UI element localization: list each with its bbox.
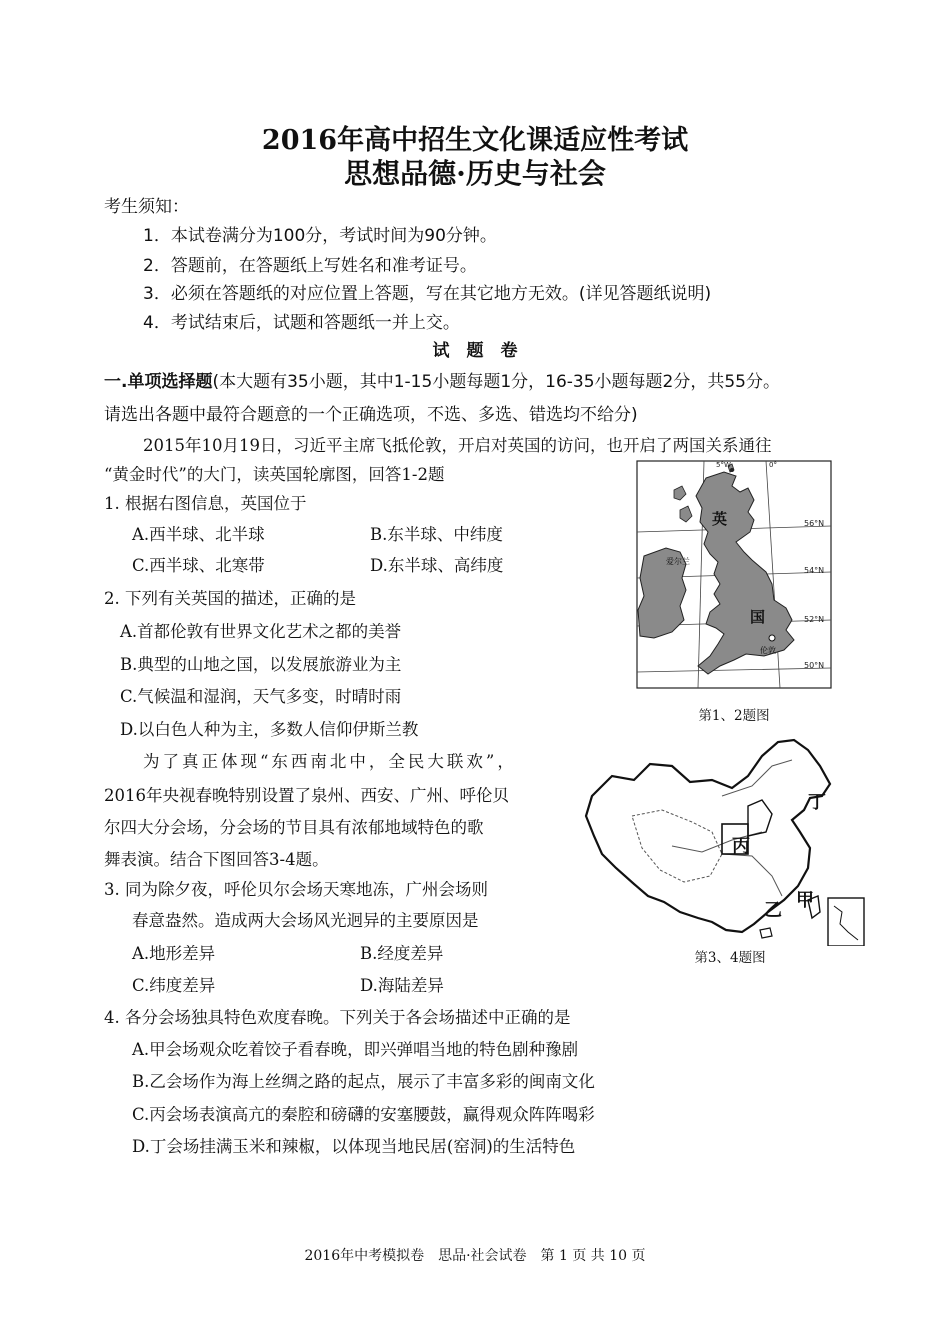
paper-label: 试 题 卷 bbox=[432, 341, 518, 361]
q2-option-c: C.气候温和湿润，天气多变，时晴时雨 bbox=[120, 687, 402, 706]
south-sea-inset bbox=[828, 898, 864, 946]
section-desc-2: 请选出各题中最符合题意的一个正确选项，不选、多选、错选均不给分) bbox=[104, 405, 638, 425]
notice-item-1: 1．本试卷满分为100分，考试时间为90分钟。 bbox=[143, 226, 497, 246]
label-5w: 5°W bbox=[716, 461, 731, 469]
section-desc: (本大题有35小题，其中1-15小题每题1分，16-35小题每题2分，共55分。 bbox=[212, 372, 780, 392]
passage2-line1: 为了真正体现“东西南北中，全民大联欢”， bbox=[143, 752, 517, 771]
label-ireland: 爱尔兰 bbox=[666, 557, 690, 566]
exam-title: 2016年高中招生文化课适应性考试 bbox=[261, 125, 689, 156]
label-jia: 甲 bbox=[796, 890, 814, 911]
uk-outline-map bbox=[636, 460, 832, 690]
q4-option-b: B.乙会场作为海上丝绸之路的起点，展示了丰富多彩的闽南文化 bbox=[132, 1072, 595, 1091]
label-0: 0° bbox=[769, 461, 777, 469]
q3-option-a: A.地形差异 bbox=[132, 944, 216, 963]
map2-caption: 第3、4题图 bbox=[694, 950, 766, 966]
label-ying: 英 bbox=[712, 510, 728, 528]
section-title: 一.单项选择题 bbox=[104, 372, 213, 392]
q4-option-a: A.甲会场观众吃着饺子看春晚，即兴弹唱当地的特色剧种豫剧 bbox=[132, 1040, 579, 1059]
q3-stem-2: 春意盎然。造成两大会场风光迥异的主要原因是 bbox=[132, 911, 479, 930]
q2-option-a: A.首都伦敦有世界文化艺术之都的美誉 bbox=[120, 622, 402, 641]
page-footer: 2016年中考模拟卷 思品·社会试卷 第 1 页 共 10 页 bbox=[304, 1248, 646, 1264]
q4-option-c: C.丙会场表演高亢的秦腔和磅礴的安塞腰鼓，赢得观众阵阵喝彩 bbox=[132, 1105, 595, 1124]
q3-stem: 3. 同为除夕夜，呼伦贝尔会场天寒地冻，广州会场则 bbox=[104, 880, 488, 899]
q2-option-d: D.以白色人种为主，多数人信仰伊斯兰教 bbox=[120, 720, 419, 739]
passage1-line1: 2015年10月19日，习近平主席飞抵伦敦，开启对英国的访问，也开启了两国关系通往 bbox=[143, 436, 772, 455]
q3-option-d: D.海陆差异 bbox=[360, 976, 444, 995]
map1-caption: 第1、2题图 bbox=[698, 708, 770, 724]
q3-option-b: B.经度差异 bbox=[360, 944, 444, 963]
passage2-line4: 舞表演。结合下图回答3-4题。 bbox=[104, 850, 329, 869]
q2-stem: 2. 下列有关英国的描述，正确的是 bbox=[104, 589, 356, 608]
label-london: 伦敦 bbox=[760, 646, 776, 655]
notice-item-2: 2．答题前，在答题纸上写姓名和准考证号。 bbox=[143, 256, 477, 276]
london-marker bbox=[769, 635, 775, 641]
notice-heading: 考生须知： bbox=[104, 197, 189, 217]
q4-stem: 4. 各分会场独具特色欢度春晚。下列关于各会场描述中正确的是 bbox=[104, 1008, 571, 1027]
hainan-shape bbox=[760, 928, 772, 938]
passage1-line2: “黄金时代”的大门，读英国轮廓图，回答1-2题 bbox=[104, 465, 445, 484]
exam-subtitle: 思想品德·历史与社会 bbox=[344, 157, 606, 190]
label-ding: 丁 bbox=[808, 792, 826, 813]
q1-option-a: A.西半球、北半球 bbox=[132, 525, 265, 544]
q1-option-c: C.西半球、北寒带 bbox=[132, 556, 265, 575]
section-heading-line bbox=[104, 367, 780, 392]
q1-stem: 1. 根据右图信息，英国位于 bbox=[104, 494, 307, 513]
notice-item-4: 4．考试结束后，试题和答题纸一并上交。 bbox=[143, 313, 460, 333]
china-outline-map bbox=[572, 736, 868, 946]
q2-option-b: B.典型的山地之国，以发展旅游业为主 bbox=[120, 655, 402, 674]
label-56n: 56°N bbox=[804, 519, 825, 528]
passage2-line2: 2016年央视春晚特别设置了泉州、西安、广州、呼伦贝 bbox=[104, 786, 509, 805]
label-50n: 50°N bbox=[804, 661, 825, 670]
q1-option-b: B.东半球、中纬度 bbox=[370, 525, 503, 544]
label-guo: 国 bbox=[750, 608, 766, 626]
label-52n: 52°N bbox=[804, 615, 825, 624]
label-54n: 54°N bbox=[804, 566, 825, 575]
q4-option-d: D.丁会场挂满玉米和辣椒，以体现当地民居(窑洞)的生活特色 bbox=[132, 1137, 576, 1156]
q3-option-c: C.纬度差异 bbox=[132, 976, 216, 995]
passage2-line3: 尔四大分会场，分会场的节目具有浓郁地域特色的歌 bbox=[104, 818, 484, 837]
china-border bbox=[586, 740, 830, 932]
label-yi: 乙 bbox=[764, 900, 782, 921]
q1-option-d: D.东半球、高纬度 bbox=[370, 556, 504, 575]
notice-item-3: 3．必须在答题纸的对应位置上答题，写在其它地方无效。(详见答题纸说明) bbox=[143, 284, 712, 304]
label-bing: 丙 bbox=[732, 836, 750, 857]
map-dot-north bbox=[730, 468, 734, 472]
